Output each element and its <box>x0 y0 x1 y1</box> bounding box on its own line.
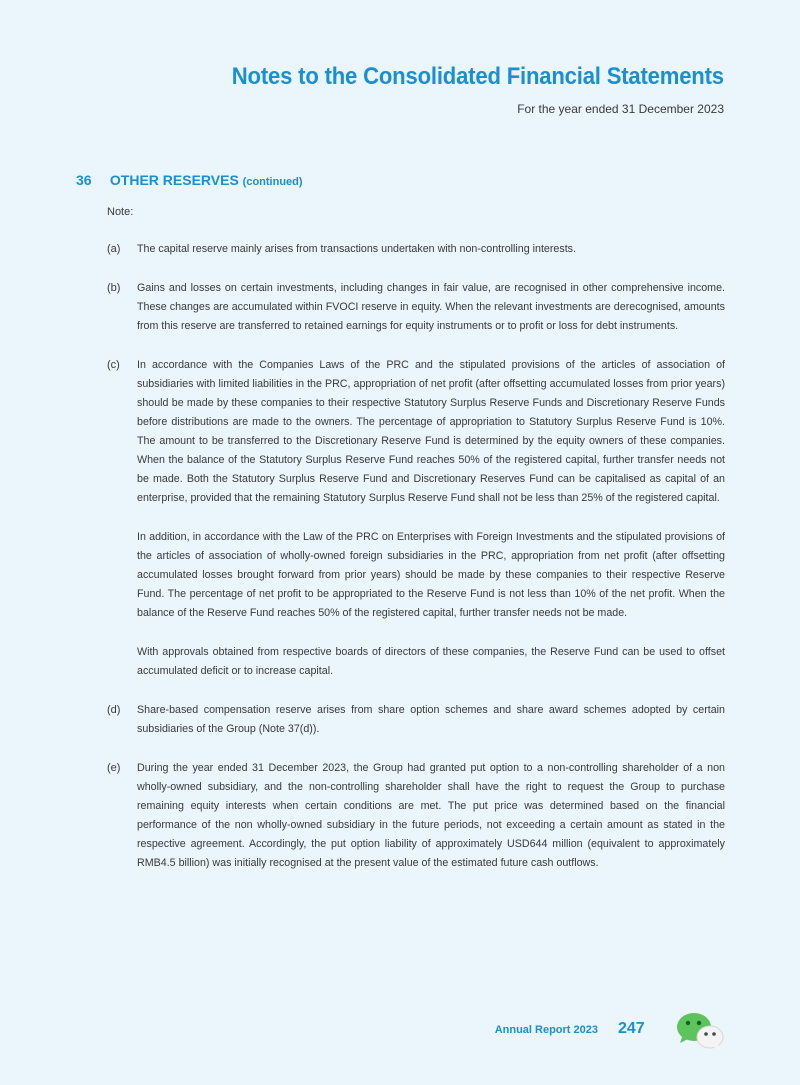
note-paragraph: The capital reserve mainly arises from transactions undertaken with non-controlling interests. <box>137 243 576 255</box>
section-continued: (continued) <box>242 176 303 188</box>
note-paragraph: With approvals obtained from respective boards of directors of these companies, the Reserve Fund can be used to offset accumulated deficit or to increase capital. <box>137 646 725 677</box>
note-c <box>107 356 725 681</box>
note-e <box>107 759 725 873</box>
note-paragraph: In accordance with the Companies Laws of the PRC and the stipulated provisions of the articles of association of subsidiaries with limited liabilities in the PRC, appropriation of net profit (after offsetting accumulated losses from prior years) should be made by these companies to their respective Statutory Surplus Reserve Funds and Discretionary Reserve Funds before distributions are made to the owners. The percentage of appropriation to Statutory Surplus Reserve Fund is 10%. The amount to be transferred to the Discretionary Reserve Fund is determined by the equity owners of these companies. When the balance of the Statutory Surplus Reserve Fund reaches 50% of the registered capital, further transfer needs not be made. Both the Statutory Surplus Reserve Fund and Discretionary Reserves Fund can be capitalised as capital of an enterprise, provided that the remaining Statutory Surplus Reserve Fund shall not be less than 25% of the registered capital. <box>137 359 725 504</box>
page-title: Notes to the Consolidated Financial Statements <box>231 63 724 90</box>
note-letter: (b) <box>107 282 121 294</box>
wechat-logo-icon <box>674 1010 726 1052</box>
note-letter: (c) <box>107 359 120 371</box>
note-paragraph: During the year ended 31 December 2023, the Group had granted put option to a non-controlling shareholder of a non wholly-owned subsidiary, and the non-controlling shareholder shall have the right to request the Group to purchase remaining equity interests when certain conditions are met. The put price was determined based on the financial performance of the non wholly-owned subsidiary in the future periods, not exceeding a certain amount as stated in the respective agreement. Accordingly, the put option liability of approximately USD644 million (equivalent to approximately RMB4.5 billion) was initially recognised at the present value of the estimated future cash outflows. <box>137 762 725 869</box>
note-letter: (e) <box>107 762 121 774</box>
note-letter: (d) <box>107 704 121 716</box>
footer-report-label: Annual Report 2023 <box>494 1024 598 1036</box>
page-number: 247 <box>618 1020 645 1037</box>
note-label: Note: <box>107 206 134 218</box>
note-paragraph: Share-based compensation reserve arises from share option schemes and share award schemes adopted by certain subsidiaries of the Group (Note 37(d)). <box>137 704 725 735</box>
note-a <box>107 240 725 259</box>
note-paragraph: In addition, in accordance with the Law of the PRC on Enterprises with Foreign Investments and the stipulated provisions of the articles of association of wholly-owned foreign subsidiaries in the PRC, appropriation from net profit (after offsetting accumulated losses brought forward from prior years) should be made by these companies to their respective Reserve Fund. The percentage of net profit to be appropriated to the Reserve Fund is not less than 10% of the net profit. When the balance of the Reserve Fund reaches 50% of the registered capital, further transfer needs not be made. <box>137 531 725 619</box>
note-d <box>107 701 725 739</box>
section-heading <box>76 172 303 188</box>
note-paragraph: Gains and losses on certain investments, including changes in fair value, are recognised in other comprehensive income. These changes are accumulated within FVOCI reserve in equity. When the relevant investments are derecognised, amounts from this reserve are transferred to retained earnings for equity instruments or to profit or loss for debt instruments. <box>137 282 725 332</box>
page-subtitle: For the year ended 31 December 2023 <box>517 102 724 116</box>
note-letter: (a) <box>107 243 121 255</box>
section-title: OTHER RESERVES <box>109 172 239 188</box>
note-b <box>107 279 725 336</box>
notes-list <box>107 240 725 893</box>
section-number: 36 <box>76 172 92 188</box>
